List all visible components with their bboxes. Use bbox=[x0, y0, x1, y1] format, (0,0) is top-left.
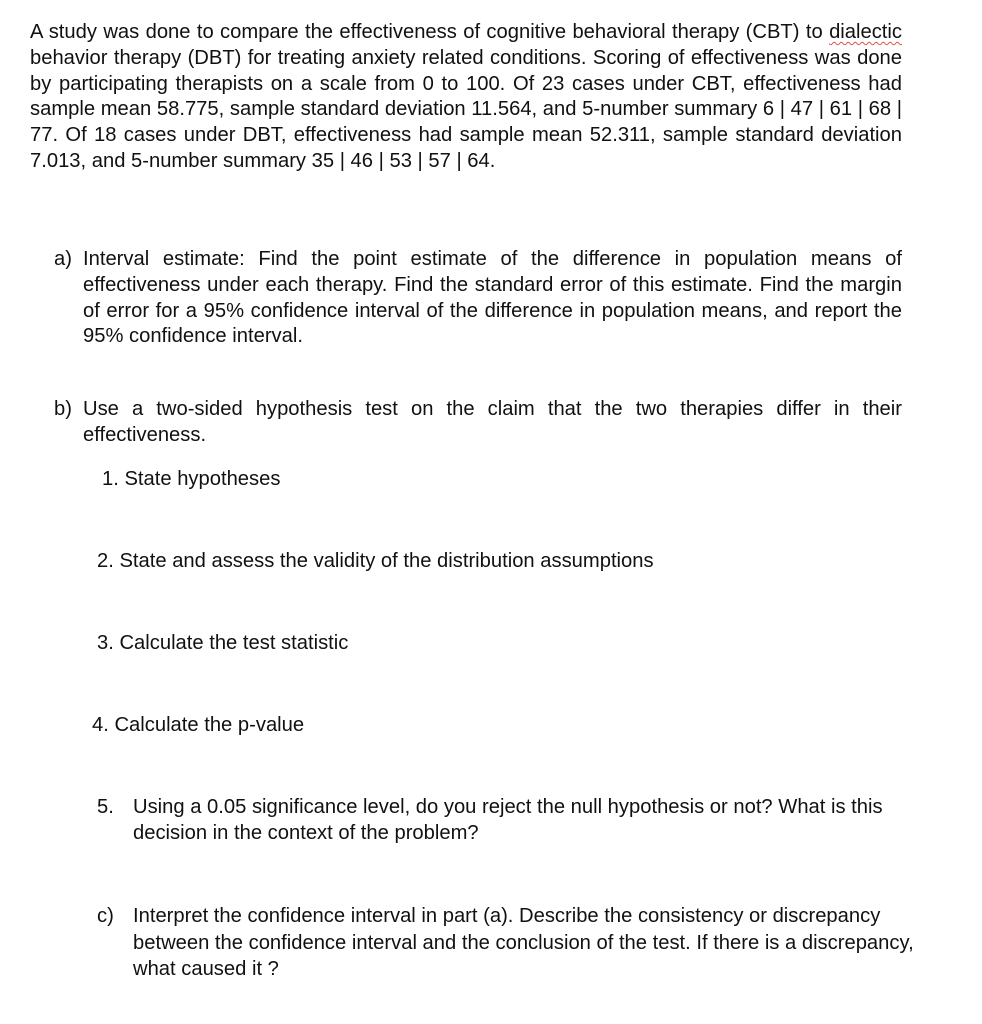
part-b-item-1 bbox=[102, 466, 280, 492]
problem-intro bbox=[30, 20, 902, 175]
item-number: 4. bbox=[92, 714, 109, 736]
part-b-text: Use a two-sided hypothesis test on the claim that the two therapies differ in their effectiveness. bbox=[83, 398, 902, 446]
intro-text-start: A study was done to compare the effectiveness of cognitive behavioral therapy (CBT) to bbox=[30, 21, 830, 43]
part-c-question bbox=[97, 903, 938, 983]
part-b-question bbox=[54, 397, 902, 449]
item-number: 1. bbox=[102, 468, 119, 490]
item-text: State hypotheses bbox=[124, 468, 281, 490]
spellcheck-flagged-word: dialectic bbox=[829, 21, 902, 43]
part-b-item-3 bbox=[97, 630, 348, 656]
part-b-item-2 bbox=[97, 548, 654, 574]
part-c-label: c) bbox=[97, 905, 114, 927]
intro-text-end: behavior therapy (DBT) for treating anxiety related conditions. Scoring of effectiveness was done by participating therapists on a scale from 0 to 100. Of 23 cases under CBT, effectiveness had sample mean 58.775, sample standard deviation 11.564, and 5-number summary 6 | 47 | 61 | 68 | 77. Of 18 cases under DBT, effectiveness had sample mean 52.311, sample standard deviation 7.013, and 5-number summary 35 | 46 | 53 | 57 | 64. bbox=[30, 46, 902, 172]
part-a-label: a) bbox=[54, 248, 72, 270]
item-text: Calculate the test statistic bbox=[119, 632, 349, 654]
part-b-item-5 bbox=[97, 794, 933, 846]
part-b-label: b) bbox=[54, 398, 72, 420]
part-a-text: Interval estimate: Find the point estimate of the difference in population means of effectiveness under each therapy. Find the standard error of this estimate. Find the margin of error for a 95% confidence interval of the difference in population means, and report the 95% confidence interval. bbox=[83, 248, 902, 348]
item-text: Using a 0.05 significance level, do you reject the null hypothesis or not? What is this decision in the context of the problem? bbox=[133, 796, 883, 844]
item-number: 3. bbox=[97, 632, 114, 654]
item-number: 2. bbox=[97, 550, 114, 572]
part-c-text: Interpret the confidence interval in part (a). Describe the consistency or discrepancy between the confidence interval and the conclusion of the test. If there is a discrepancy, what caused it ? bbox=[133, 905, 914, 980]
item-number: 5. bbox=[97, 796, 114, 818]
item-text: State and assess the validity of the distribution assumptions bbox=[119, 550, 654, 572]
part-a-question bbox=[54, 247, 902, 350]
part-b-item-4 bbox=[92, 712, 304, 738]
item-text: Calculate the p-value bbox=[114, 714, 305, 736]
